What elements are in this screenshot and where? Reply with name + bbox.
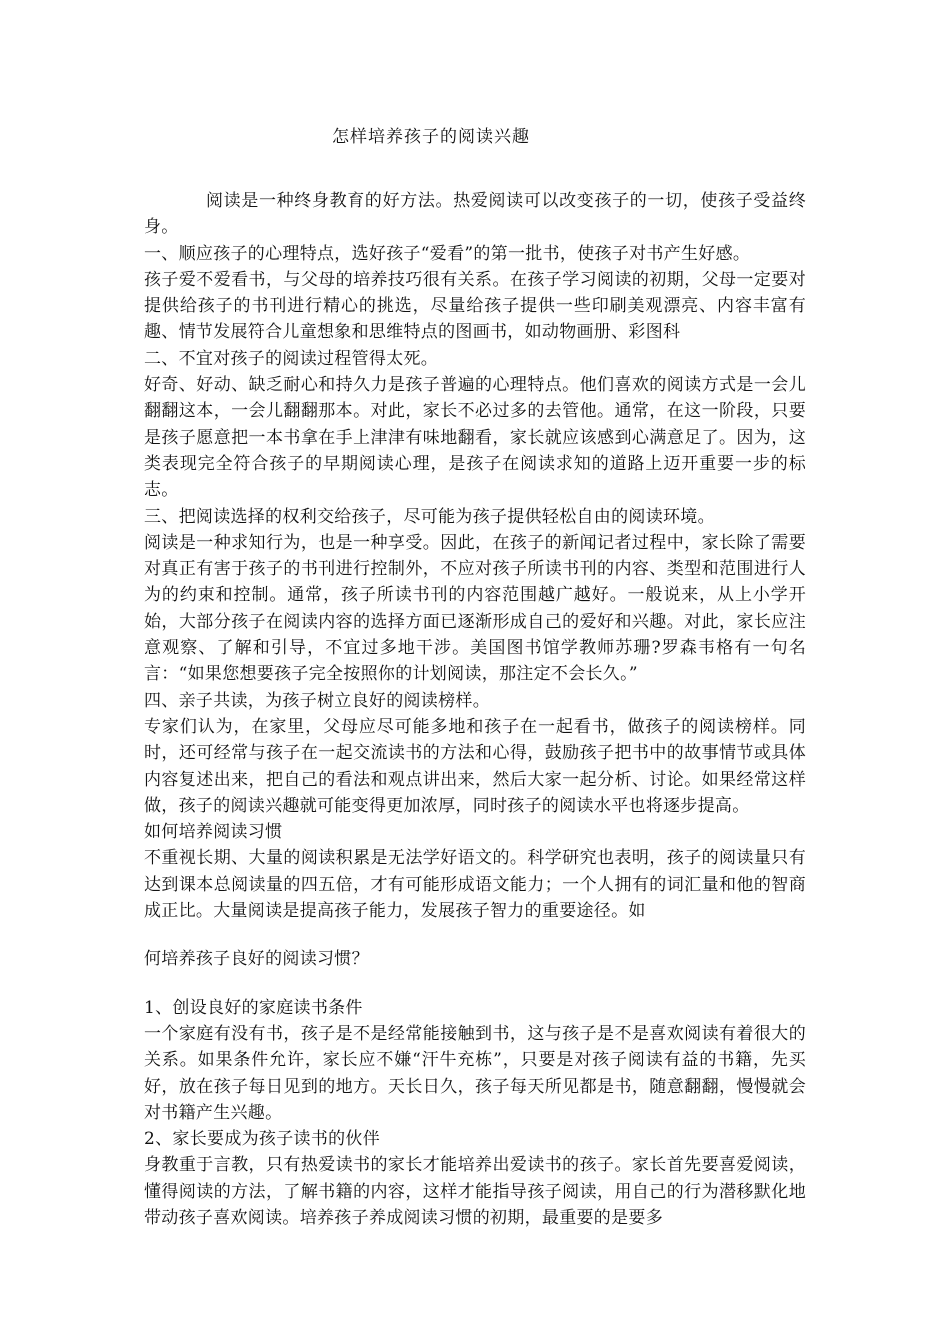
paragraph: 1、创设良好的家庭读书条件 bbox=[144, 997, 363, 1018]
document-title: 怎样培养孩子的阅读兴趣 bbox=[332, 127, 530, 147]
paragraph: 二、不宜对孩子的阅读过程管得太死。 bbox=[144, 348, 439, 369]
paragraph: 不重视长期、大量的阅读积累是无法学好语文的。科学研究也表明，孩子的阅读量只有达到课本总阅读量的四五倍，才有可能形成语文能力；一个人拥有的词汇量和他的智商成正比。大量阅读是提高孩子能力，发展孩子智力的重要途径。如 bbox=[144, 848, 806, 922]
paragraph: 孩子爱不爱看书，与父母的培养技巧很有关系。在孩子学习阅读的初期，父母一定要对提供给孩子的书刊进行精心的挑选，尽量给孩子提供一些印刷美观漂亮、内容丰富有趣、情节发展符合儿童想象和思维特点的图画书，如动物画册、彩图科 bbox=[144, 269, 806, 343]
paragraph: 一、顺应孩子的心理特点，选好孩子“爱看”的第一批书，使孩子对书产生好感。 bbox=[144, 243, 751, 264]
paragraph: 阅读是一种求知行为，也是一种享受。因此，在孩子的新闻记者过程中，家长除了需要对真正有害于孩子的书刊进行控制外，不应对孩子所读书刊的内容、类型和范围进行人为的约束和控制。通常，孩子所读书刊的内容范围越广越好。一般说来，从上小学开始，大部分孩子在阅读内容的选择方面已逐渐形成自己的爱好和兴趣。对此，家长应注意观察、了解和引导，不宜过多地干涉。美国图书馆学教师苏珊?罗森韦格有一句名言：“如果您想要孩子完全按照你的计划阅读，那注定不会长久。” bbox=[144, 532, 806, 685]
paragraph: 身教重于言教，只有热爱读书的家长才能培养出爱读书的孩子。家长首先要喜爱阅读，懂得阅读的方法，了解书籍的内容，这样才能指导孩子阅读，用自己的行为潜移默化地带动孩子喜欢阅读。培养孩子养成阅读习惯的初期，最重要的是要多 bbox=[144, 1155, 806, 1228]
paragraph: 好奇、好动、缺乏耐心和持久力是孩子普遍的心理特点。他们喜欢的阅读方式是一会儿翻翻这本，一会儿翻翻那本。对此，家长不必过多的去管他。通常，在这一阶段，只要是孩子愿意把一本书拿在手上津津有味地翻看，家长就应该感到心满意足了。因为，这类表现完全符合孩子的早期阅读心理，是孩子在阅读求知的道路上迈开重要一步的标志。 bbox=[144, 375, 806, 501]
paragraph: 如何培养阅读习惯 bbox=[144, 822, 283, 843]
paragraph: 2、家长要成为孩子读书的伙伴 bbox=[144, 1129, 381, 1150]
document-body bbox=[144, 188, 806, 1231]
paragraph: 三、把阅读选择的权利交给孩子，尽可能为孩子提供轻松自由的阅读环境。 bbox=[144, 506, 715, 527]
paragraph: 一个家庭有没有书，孩子是不是经常能接触到书，这与孩子是不是喜欢阅读有着很大的关系。如果条件允许，家长应不嫌“汗牛充栋”，只要是对孩子阅读有益的书籍，先买好，放在孩子每日见到的地方。天长日久，孩子每天所见都是书，随意翻翻，慢慢就会对书籍产生兴趣。 bbox=[144, 1023, 806, 1123]
paragraph: 何培养孩子良好的阅读习惯？ bbox=[144, 949, 369, 970]
document-page bbox=[144, 122, 806, 1231]
paragraph: 阅读是一种终身教育的好方法。热爱阅读可以改变孩子的一切，使孩子受益终身。 bbox=[144, 191, 806, 238]
paragraph: 四、亲子共读，为孩子树立良好的阅读榜样。 bbox=[144, 690, 490, 711]
paragraph: 专家们认为，在家里，父母应尽可能多地和孩子在一起看书，做孩子的阅读榜样。同时，还可经常与孩子在一起交流读书的方法和心得，鼓励孩子把书中的故事情节或具体内容复述出来，把自己的看法和观点讲出来，然后大家一起分析、讨论。如果经常这样做，孩子的阅读兴趣就可能变得更加浓厚，同时孩子的阅读水平也将逐步提高。 bbox=[144, 716, 806, 816]
